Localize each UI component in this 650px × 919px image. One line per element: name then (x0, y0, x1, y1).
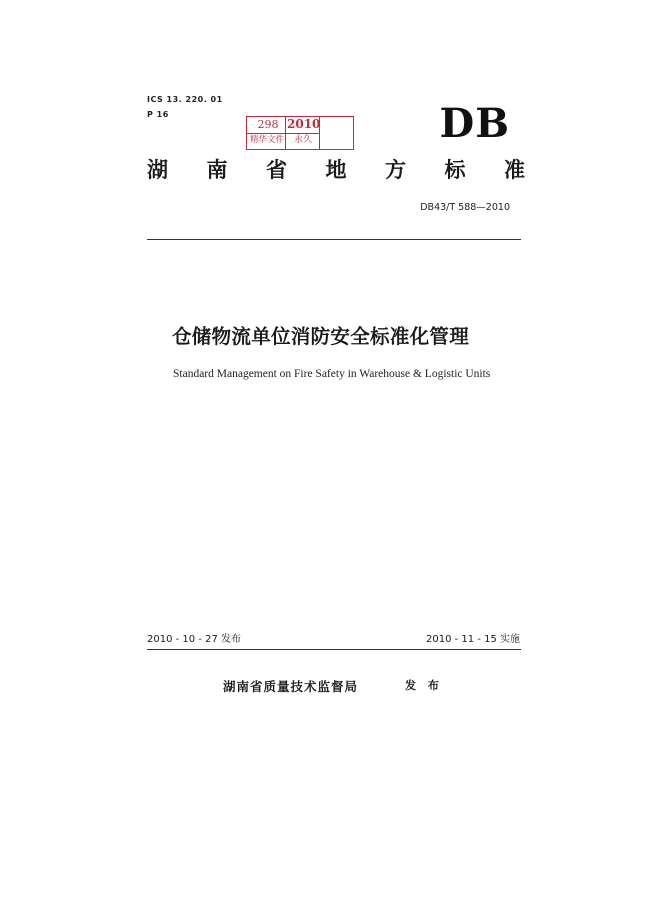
stamp-file-label: 精华文件 (249, 135, 284, 145)
heading-char: 湖 (147, 158, 168, 182)
heading-char: 南 (206, 158, 228, 182)
issue-label: 发 布 (405, 679, 443, 692)
heading-char: 省 (266, 158, 287, 182)
issuing-authority: 湖南省质量技术监督局 (223, 679, 359, 694)
stamp-term: 永久 (293, 135, 312, 145)
publish-date: 2010 - 10 - 27 发布 (147, 634, 242, 645)
db-logo: DB (439, 100, 510, 147)
registration-stamp (246, 116, 354, 150)
stamp-number: 298 (257, 118, 279, 131)
header-divider (147, 239, 521, 240)
p-code: P 16 (147, 110, 169, 119)
footer-divider (147, 649, 521, 650)
heading-char: 地 (325, 158, 347, 182)
stamp-year: 2010 (287, 117, 321, 131)
implementation-date: 2010 - 11 - 15 实施 (425, 634, 520, 645)
ics-code: ICS 13. 220. 01 (147, 95, 223, 104)
title-english: Standard Management on Fire Safety in Warehouse & Logistic Units (173, 368, 491, 380)
heading-char: 标 (444, 158, 466, 182)
title-chinese: 仓储物流单位消防安全标准化管理 (172, 325, 470, 348)
standard-number: DB43/T 588—2010 (420, 202, 510, 213)
heading-char: 准 (504, 158, 525, 182)
stamp-divider (247, 133, 319, 134)
heading-char: 方 (385, 158, 406, 182)
province-standard-heading (147, 160, 525, 181)
